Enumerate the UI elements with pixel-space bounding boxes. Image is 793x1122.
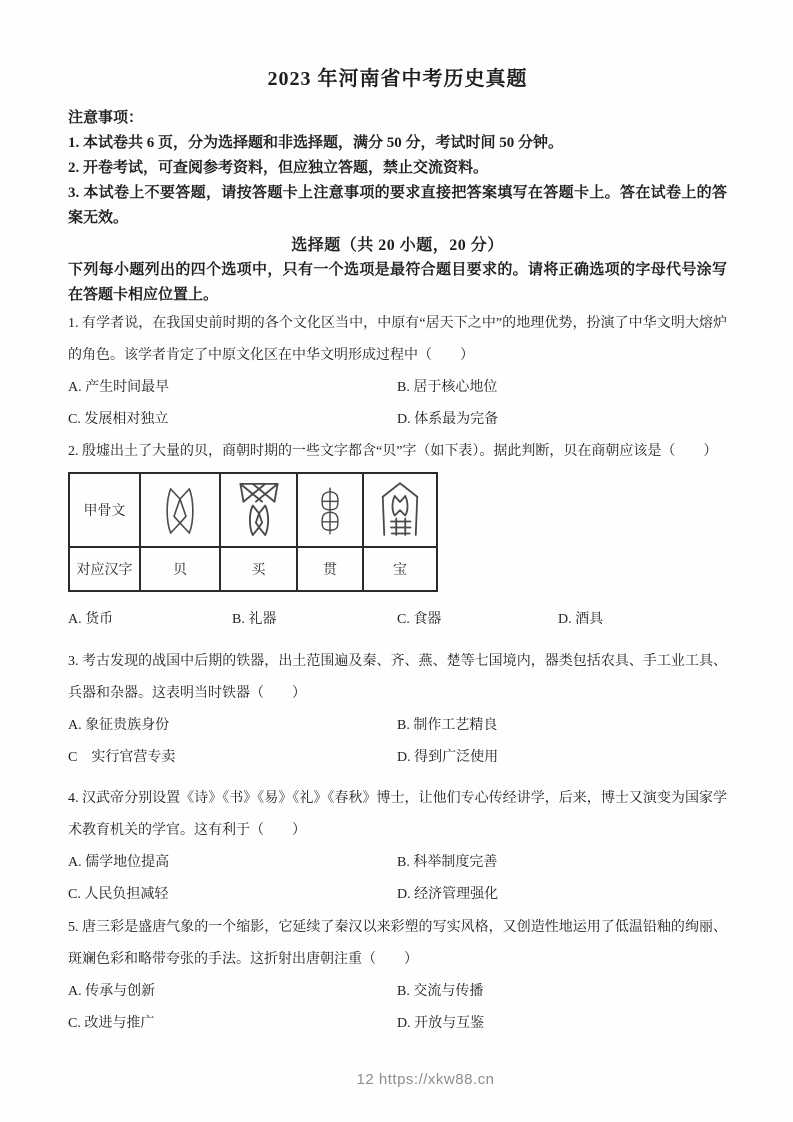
notice-heading: 注意事项： bbox=[68, 110, 144, 126]
oracle-guan-icon bbox=[312, 479, 348, 543]
table-cell-glyph bbox=[220, 473, 297, 547]
option-d: D. 开放与互鉴 bbox=[397, 1016, 485, 1031]
section-intro: 下列每小题列出的四个选项中，只有一个选项是最符合题目要求的。请将正确选项的字母代号涂写在答题卡相应位置上。 bbox=[68, 262, 727, 303]
notice-item-2: 2. 开卷考试，可查阅参考资料，但应独立答题，禁止交流资料。 bbox=[68, 160, 489, 176]
option-d: D. 酒具 bbox=[558, 612, 604, 627]
table-cell-char: 买 bbox=[220, 547, 297, 591]
question-stem: 5. 唐三彩是盛唐气象的一个缩影，它延续了秦汉以来彩塑的写实风格，又创造性地运用了低温铅釉的绚丽、斑斓色彩和略带夸张的手法。这折射出唐朝注重（ ） bbox=[68, 920, 727, 967]
option-a: A. 货币 bbox=[68, 612, 114, 627]
question-3 bbox=[68, 646, 727, 774]
question-1 bbox=[68, 308, 727, 436]
option-c: C. 发展相对独立 bbox=[68, 412, 169, 427]
options-group bbox=[68, 372, 727, 436]
option-c: C. 食器 bbox=[397, 612, 442, 627]
oracle-bao-icon bbox=[375, 481, 425, 541]
question-stem: 2. 殷墟出土了大量的贝，商朝时期的一些文字都含“贝”字（如下表）。据此判断，贝在商朝应该是（ ） bbox=[68, 444, 718, 459]
question-5 bbox=[68, 912, 727, 1040]
oracle-bei-icon bbox=[160, 480, 200, 542]
notice-item-1: 1. 本试卷共 6 页，分为选择题和非选择题，满分 50 分，考试时间 50 分钟。 bbox=[68, 135, 564, 151]
option-b: B. 居于核心地位 bbox=[397, 380, 498, 395]
option-b: B. 交流与传播 bbox=[397, 984, 484, 999]
options-group bbox=[68, 710, 727, 774]
page-title: 2023 年河南省中考历史真题 bbox=[267, 68, 528, 90]
table-cell-char: 宝 bbox=[363, 547, 437, 591]
question-stem: 4. 汉武帝分别设置《诗》《书》《易》《礼》《春秋》博士，让他们专心传经讲学，后来，博士又演变为国家学术教育机关的学官。这有利于（ ） bbox=[68, 791, 727, 838]
option-d: D. 体系最为完备 bbox=[397, 412, 499, 427]
oracle-bone-table bbox=[68, 472, 438, 592]
notice-item-3: 3. 本试卷上不要答题，请按答题卡上注意事项的要求直接把答案填写在答题卡上。答在试卷上的答案无效。 bbox=[68, 185, 727, 226]
table-cell-glyph bbox=[297, 473, 363, 547]
options-group bbox=[68, 604, 727, 636]
option-d: D. 经济管理强化 bbox=[397, 887, 499, 902]
table-cell-char: 贝 bbox=[140, 547, 220, 591]
option-a: A. 象征贵族身份 bbox=[68, 718, 170, 733]
option-c: C. 人民负担减轻 bbox=[68, 887, 169, 902]
table-cell-glyph bbox=[140, 473, 220, 547]
question-2 bbox=[68, 436, 727, 636]
option-b: B. 制作工艺精良 bbox=[397, 718, 498, 733]
option-d: D. 得到广泛使用 bbox=[397, 750, 499, 765]
options-group bbox=[68, 976, 727, 1040]
options-group bbox=[68, 847, 727, 911]
option-b: B. 科举制度完善 bbox=[397, 855, 498, 870]
table-cell-char: 贯 bbox=[297, 547, 363, 591]
question-stem: 1. 有学者说，在我国史前时期的各个文化区当中，中原有“居天下之中”的地理优势，扮演了中华文明大熔炉的角色。该学者肯定了中原文化区在中华文明形成过程中（ ） bbox=[68, 316, 727, 363]
footer-watermark-text: 12 https://xkw88.cn bbox=[356, 1071, 495, 1088]
option-c: C 实行官营专卖 bbox=[68, 750, 176, 765]
table-header-matching-chars: 对应汉字 bbox=[69, 547, 140, 591]
footer-watermark bbox=[0, 1071, 793, 1088]
option-b: B. 礼器 bbox=[232, 612, 277, 627]
table-header-oracle-script: 甲骨文 bbox=[69, 473, 140, 547]
option-c: C. 改进与推广 bbox=[68, 1016, 155, 1031]
question-stem: 3. 考古发现的战国中后期的铁器，出土范围遍及秦、齐、燕、楚等七国境内，器类包括农具、手工业工具、兵器和杂器。这表明当时铁器（ ） bbox=[68, 654, 727, 701]
table-cell-glyph bbox=[363, 473, 437, 547]
option-a: A. 产生时间最早 bbox=[68, 380, 170, 395]
section-heading: 选择题（共 20 小题，20 分） bbox=[291, 237, 504, 254]
oracle-mai-icon bbox=[233, 480, 285, 542]
question-4 bbox=[68, 783, 727, 911]
option-a: A. 儒学地位提高 bbox=[68, 855, 170, 870]
option-a: A. 传承与创新 bbox=[68, 984, 156, 999]
